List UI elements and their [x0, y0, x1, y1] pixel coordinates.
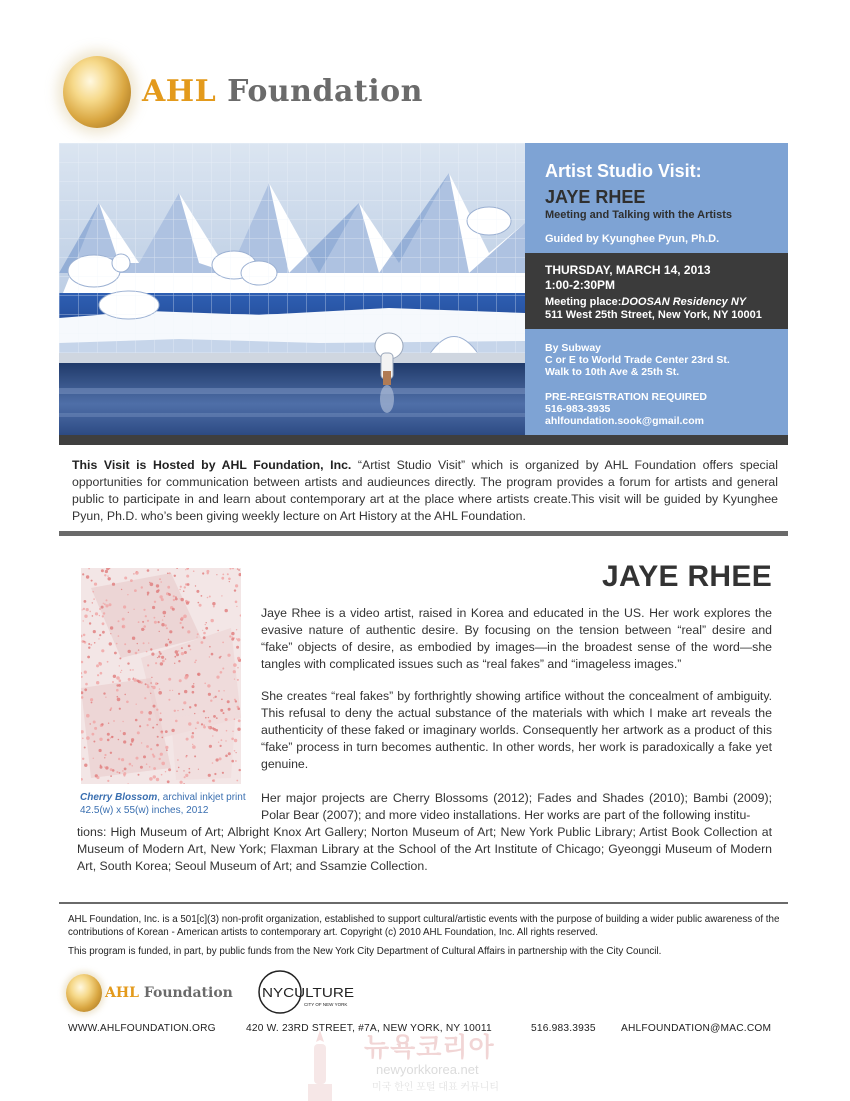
event-subtitle: Meeting and Talking with the Artists — [545, 209, 733, 221]
bio-paragraph-3: Her major projects are Cherry Blossoms (2012); Fades and Shades (2010); Bambi (2009); Polar Bear (2007); and more video installations. Her works are part of the following institu- — [261, 791, 772, 822]
event-guide: Guided by Kyunghee Pyun, Ph.D. — [545, 233, 720, 245]
header-logo-text — [142, 74, 423, 109]
artwork-caption — [80, 791, 246, 817]
intro-paragraph — [72, 457, 778, 525]
nyc-logo-sub: CITY OF NEW YORK — [304, 1002, 348, 1007]
event-datetime — [545, 263, 711, 293]
registration-info — [545, 391, 707, 427]
egg-logo-icon — [63, 56, 131, 128]
hero-banner — [59, 143, 788, 445]
intro-bold: This Visit is Hosted by AHL Foundation, Inc. — [72, 458, 352, 472]
watermark-korean: 뉴욕코리아 — [364, 1032, 495, 1062]
intro-text: “Artist Studio Visit” which is organized by AHL Foundation offers special opportunities for communication between artists and audieunces directly. The program provides a forum for artists and general public to participate in and learn about contemporary art at the place where artists create.This visit will be guided by Kyunghee Pyun, Ph.D. who’s been giving weekly lecture on Art History at the AHL Foundation. — [72, 458, 778, 523]
event-date: THURSDAY, MARCH 14, 2013 — [545, 263, 711, 277]
meeting-place: DOOSAN Residency NY — [621, 296, 747, 308]
footer-logo-foundation: Foundation — [143, 985, 233, 1001]
watermark-url: newyorkkorea.net — [376, 1062, 479, 1077]
event-location — [545, 296, 762, 322]
footer-website[interactable]: WWW.AHLFOUNDATION.ORG — [68, 1023, 216, 1034]
bio-paragraph-4: tions: High Museum of Art; Albright Knox Art Gallery; Norton Museum of Art; New York Public Library; Artist Book Collection at Museum of Modern Art, New York; Flaxman Library at the School of the Art Institute of Chicago; Gyeonggi Museum of Modern Art, South Korea; Seoul Museum of Art; and Ssamzie Collection. — [77, 825, 772, 873]
event-artist-name: JAYE RHEE — [545, 187, 646, 207]
site-watermark — [290, 1022, 560, 1101]
bio-paragraph-2: She creates “real fakes” by forthrightly showing artifice without the concealment of ambiguity. This refusal to deny the actual substance of the materials with which I make art reveals the authenticity of these faked or imaginary worlds. Consequently her artwork as a product of this “fake” process in turn becomes authentic. In other words, her work is paradoxically a fake yet genuine. — [261, 689, 772, 771]
footer-phone[interactable]: 516.983.3935 — [531, 1023, 596, 1034]
footer-address: 420 W. 23RD STREET, #7A, NEW YORK, NY 10011 — [246, 1023, 492, 1034]
subway-line1: C or E to World Trade Center 23rd St. — [545, 354, 730, 366]
artist-heading: JAYE RHEE — [602, 560, 772, 593]
funding-notice: This program is funded, in part, by public funds from the New York City Department of Cultural Affairs in partnership with the City Council. — [68, 946, 662, 957]
event-address: 511 West 25th Street, New York, NY 10001 — [545, 309, 762, 321]
nyculture-logo — [258, 968, 358, 1016]
registration-phone[interactable]: 516-983-3935 — [545, 403, 611, 415]
nyc-logo-text: NYCULTURE — [262, 985, 355, 1000]
logo-foundation: Foundation — [227, 74, 423, 109]
section-divider — [59, 531, 788, 536]
subway-directions — [545, 342, 730, 378]
watermark-subtitle: 미국 한인 포털 대표 커뮤니티 — [372, 1082, 500, 1093]
statue-liberty-icon — [290, 1022, 350, 1101]
hero-bottom-bar — [59, 435, 788, 445]
footer-email[interactable]: AHLFOUNDATION@MAC.COM — [621, 1023, 772, 1034]
footer-logo-text — [105, 985, 233, 1001]
legal-notice: AHL Foundation, Inc. is a 501[c](3) non-profit organization, established to support cultural/artistic events with the purpose of building a wider public awareness of the contributions of Korean - American artists to contemporary art. Copyright (c) 2010 AHL Foundation, Inc. All rights reserved. — [68, 914, 780, 938]
event-info-panel — [525, 143, 788, 435]
arctic-mural-photo — [59, 143, 525, 445]
footer-logo-ahl: AHL — [105, 985, 139, 1001]
footer-egg-logo-icon — [66, 974, 102, 1012]
subway-label: By Subway — [545, 342, 602, 354]
logo-ahl: AHL — [142, 74, 217, 109]
event-time: 1:00-2:30PM — [545, 278, 616, 292]
caption-title: Cherry Blossom — [80, 792, 158, 803]
cherry-blossom-artwork — [81, 568, 241, 784]
meeting-label: Meeting place: — [545, 296, 622, 308]
event-title: Artist Studio Visit: — [545, 161, 702, 181]
caption-dimensions: 42.5(w) x 55(w) inches, 2012 — [80, 805, 209, 816]
registration-email[interactable]: ahlfoundation.sook@gmail.com — [545, 415, 704, 427]
bio-paragraph-1: Jaye Rhee is a video artist, raised in Korea and educated in the US. Her work explores the evasive nature of authentic desire. By focusing on the tension between “real” desire and “fake” objects of desire, as embodied by images—in the broadest sense of the word—she tangles with complicated issues such as “real fakes” and “imageless images.” — [261, 606, 772, 671]
footer-divider — [59, 902, 788, 904]
prereg-label: PRE-REGISTRATION REQUIRED — [545, 391, 707, 403]
subway-line2: Walk to 10th Ave & 25th St. — [545, 366, 680, 378]
caption-medium: , archival inkjet print — [157, 792, 246, 803]
